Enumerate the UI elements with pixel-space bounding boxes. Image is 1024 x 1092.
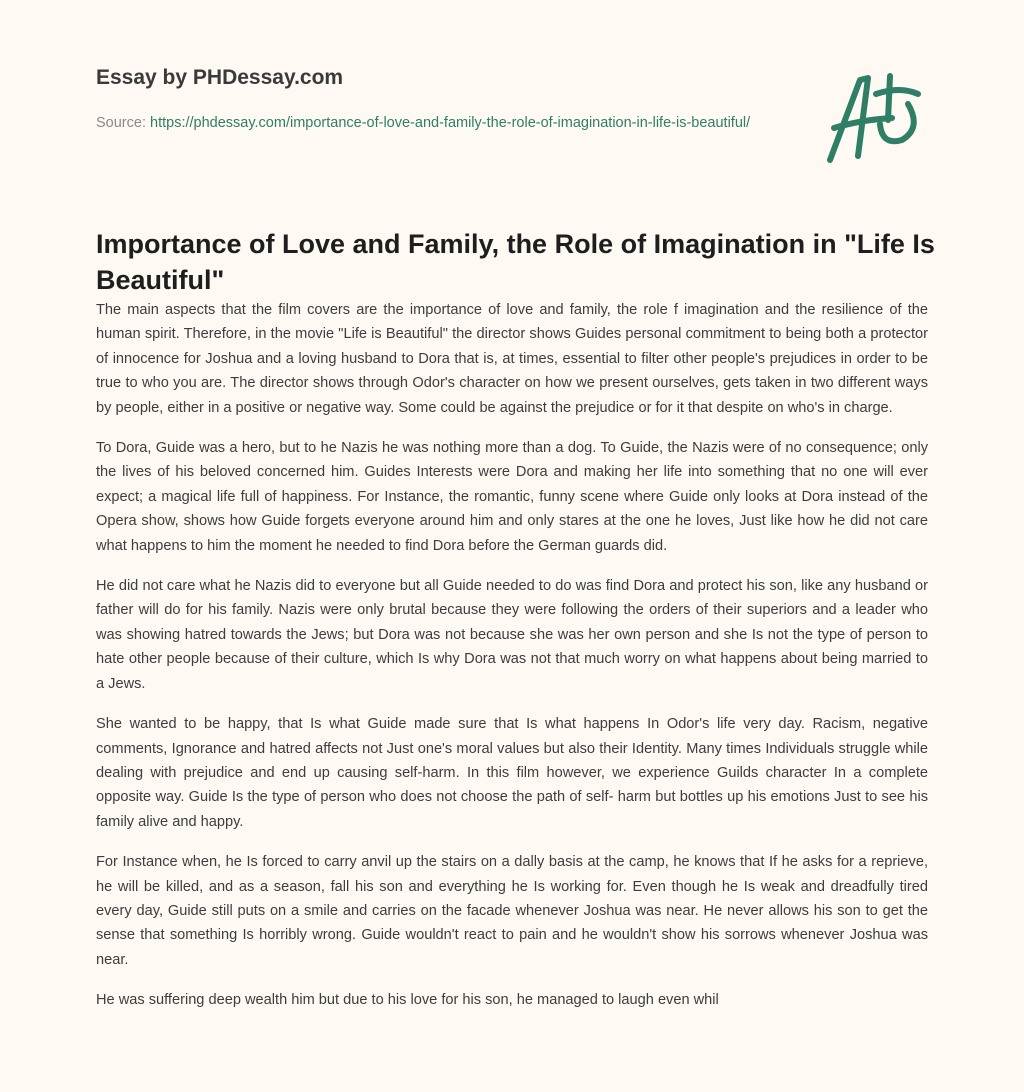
site-brand: Essay by PHDessay.com [96, 66, 344, 89]
source-line [96, 111, 776, 135]
paragraph: He did not care what he Nazis did to everyone but all Guide needed to do was find Dora and protect his son, like any husband or father will do for his family. Nazis were only brutal because they were following the orders of their superiors and a leader who was showing hatred towards the Jews; but Dora was not because she was her own person and she Is not the type of person to hate other people because of their culture, which Is why Dora was not that much worry on what happens about being married to a Jews. [96, 578, 928, 692]
article-title: Importance of Love and Family, the Role of Imagination in "Life Is Beautiful" [96, 229, 935, 295]
source-label: Source: [96, 115, 146, 131]
paragraph: To Dora, Guide was a hero, but to he Nazis he was nothing more than a dog. To Guide, the Nazis were of no consequence; only the lives of his beloved concerned him. Guides Interests were Dora and making her life into something that no one will ever expect; a magical life full of happiness. For Instance, the romantic, funny scene where Guide only looks at Dora instead of the Opera show, shows how Guide forgets everyone around him and only stares at the one he loves, Just like how he did not care what happens to him the moment he needed to find Dora before the German guards did. [96, 440, 928, 554]
paragraph: She wanted to be happy, that Is what Guide made sure that Is what happens In Odor's life very day. Racism, negative comments, Ignorance and hatred affects not Just one's moral values but also their Identity. Many times Individuals struggle while dealing with prejudice and end up causing self-harm. In this film however, we experience Guilds character In a complete opposite way. Guide Is the type of person who does not choose the path of self- harm but bottles up his emotions Just to see his family alive and happy. [96, 716, 928, 830]
paragraph: The main aspects that the film covers are the importance of love and family, the role f imagination and the resilience of the human spirit. Therefore, in the movie "Life is Beautiful" the director shows Guides personal commitment to being both a protector of innocence for Joshua and a loving husband to Dora that is, at times, essential to filter other people's prejudices in order to be true to who you are. The director shows through Odor's character on how we present ourselves, gets taken in two different ways by people, either in a positive or negative way. Some could be against the prejudice or for it that despite on who's in charge. [96, 302, 928, 416]
paragraph: He was suffering deep wealth him but due to his love for his son, he managed to laugh even whil [96, 992, 719, 1009]
article-body [96, 298, 928, 1029]
a-plus-logo-icon [820, 68, 930, 168]
source-link[interactable]: https://phdessay.com/importance-of-love-and-family-the-role-of-imagination-in-life-is-beautiful/ [150, 115, 751, 131]
paragraph: For Instance when, he Is forced to carry anvil up the stairs on a dally basis at the camp, he knows that If he asks for a reprieve, he will be killed, and as a season, fall his son and everything he Is working for. Even though he Is weak and dreadfully tired every day, Guide still puts on a smile and carries on the facade whenever Joshua was near. He never allows his son to get the sense that something Is horribly wrong. Guide wouldn't react to pain and he wouldn't show his sorrows whenever Joshua was near. [96, 854, 928, 968]
